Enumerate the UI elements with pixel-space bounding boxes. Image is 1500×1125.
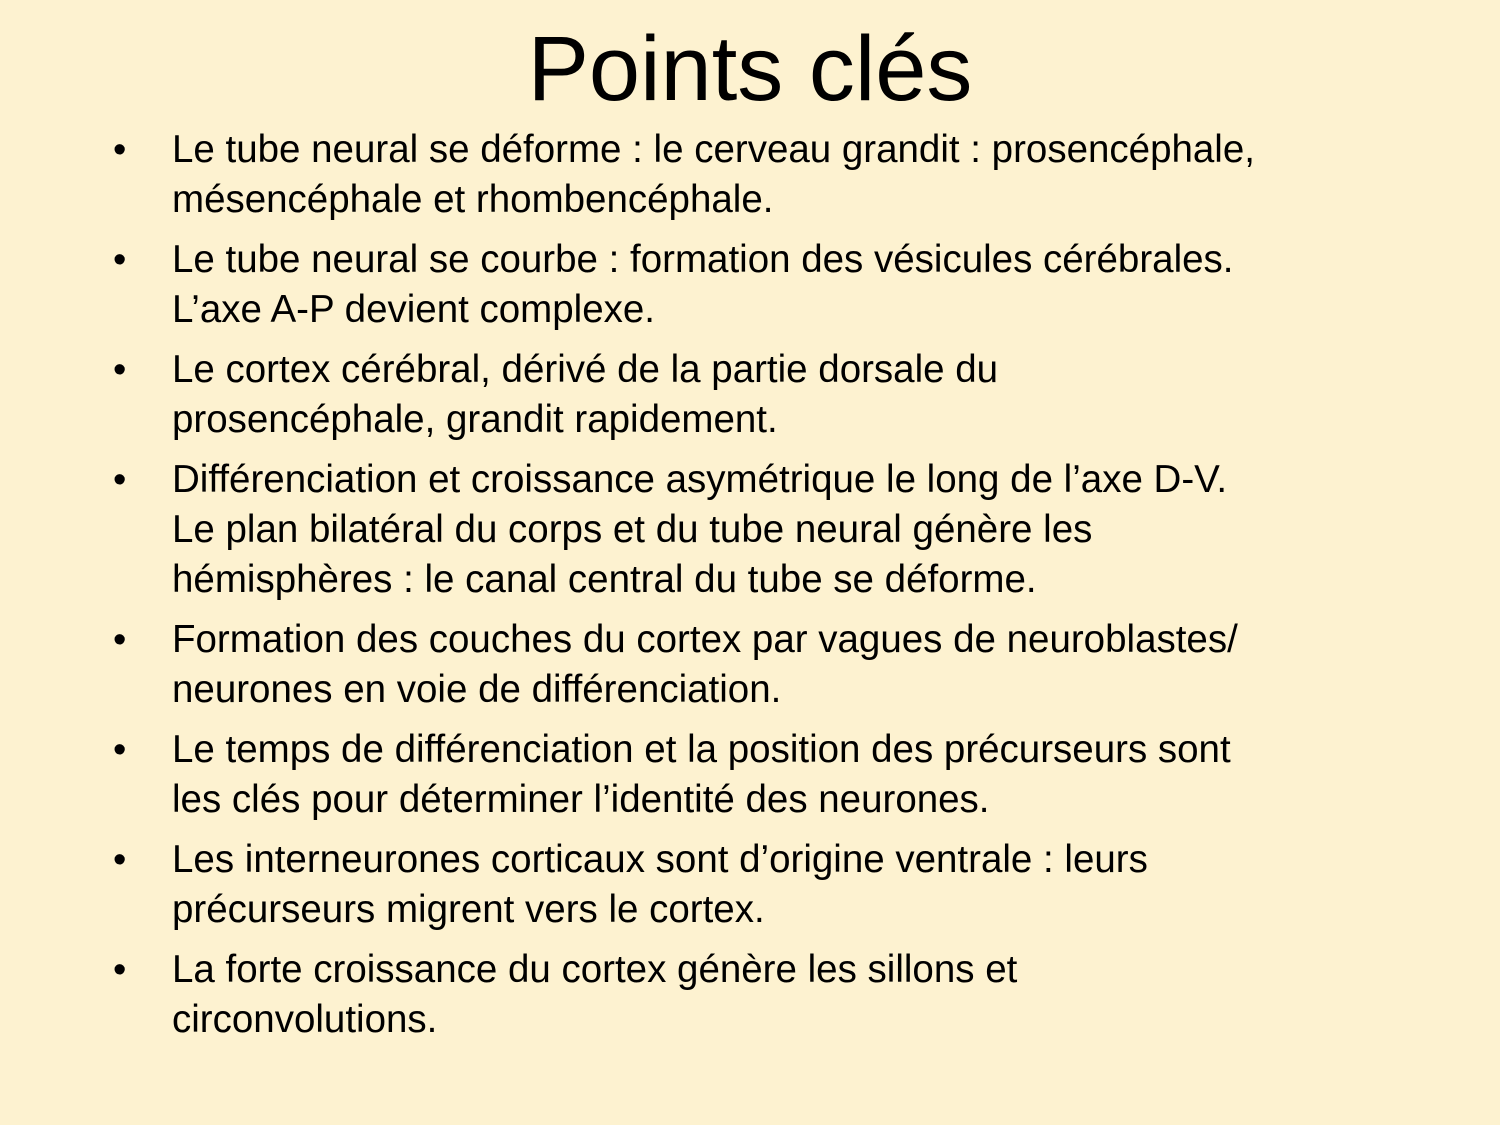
bullet-text-line: neurones en voie de différenciation. — [172, 668, 782, 711]
bullet-text-line: Le tube neural se déforme : le cerveau grandit : prosencéphale, — [172, 128, 1255, 171]
slide-title: Points clés — [527, 18, 973, 120]
bullet-icon: • — [113, 129, 127, 171]
bullet-icon: • — [113, 839, 127, 881]
bullet-text-line: mésencéphale et rhombencéphale. — [172, 178, 774, 221]
bullet-text-line: Le cortex cérébral, dérivé de la partie dorsale du — [172, 348, 999, 391]
key-points-list — [0, 125, 1500, 1055]
bullet-item — [0, 615, 1500, 715]
bullet-icon: • — [113, 949, 127, 991]
bullet-text-line: L’axe A-P devient complexe. — [172, 288, 655, 331]
bullet-icon: • — [113, 349, 127, 391]
bullet-text-line: hémisphères : le canal central du tube se déforme. — [172, 558, 1037, 601]
bullet-item — [0, 455, 1500, 605]
bullet-item — [0, 125, 1500, 225]
bullet-item — [0, 345, 1500, 445]
bullet-item — [0, 835, 1500, 935]
bullet-item — [0, 235, 1500, 335]
bullet-text-line: circonvolutions. — [172, 998, 438, 1041]
bullet-text-line: les clés pour déterminer l’identité des neurones. — [172, 778, 990, 821]
bullet-text-line: Le temps de différenciation et la position des précurseurs sont — [172, 728, 1231, 771]
bullet-text-line: Les interneurones corticaux sont d’origine ventrale : leurs — [172, 838, 1148, 881]
bullet-text-line: Le plan bilatéral du corps et du tube neural génère les — [172, 508, 1093, 551]
bullet-text-line: prosencéphale, grandit rapidement. — [172, 398, 778, 441]
bullet-text-line: précurseurs migrent vers le cortex. — [172, 888, 765, 931]
bullet-text-line: Le tube neural se courbe : formation des vésicules cérébrales. — [172, 238, 1234, 281]
bullet-icon: • — [113, 239, 127, 281]
bullet-item — [0, 945, 1500, 1045]
bullet-item — [0, 725, 1500, 825]
bullet-text-line: Différenciation et croissance asymétrique le long de l’axe D-V. — [172, 458, 1228, 501]
bullet-text-line: Formation des couches du cortex par vagues de neuroblastes/ — [172, 618, 1238, 661]
bullet-text-line: La forte croissance du cortex génère les sillons et — [172, 948, 1018, 991]
bullet-icon: • — [113, 459, 127, 501]
bullet-icon: • — [113, 729, 127, 771]
bullet-icon: • — [113, 619, 127, 661]
